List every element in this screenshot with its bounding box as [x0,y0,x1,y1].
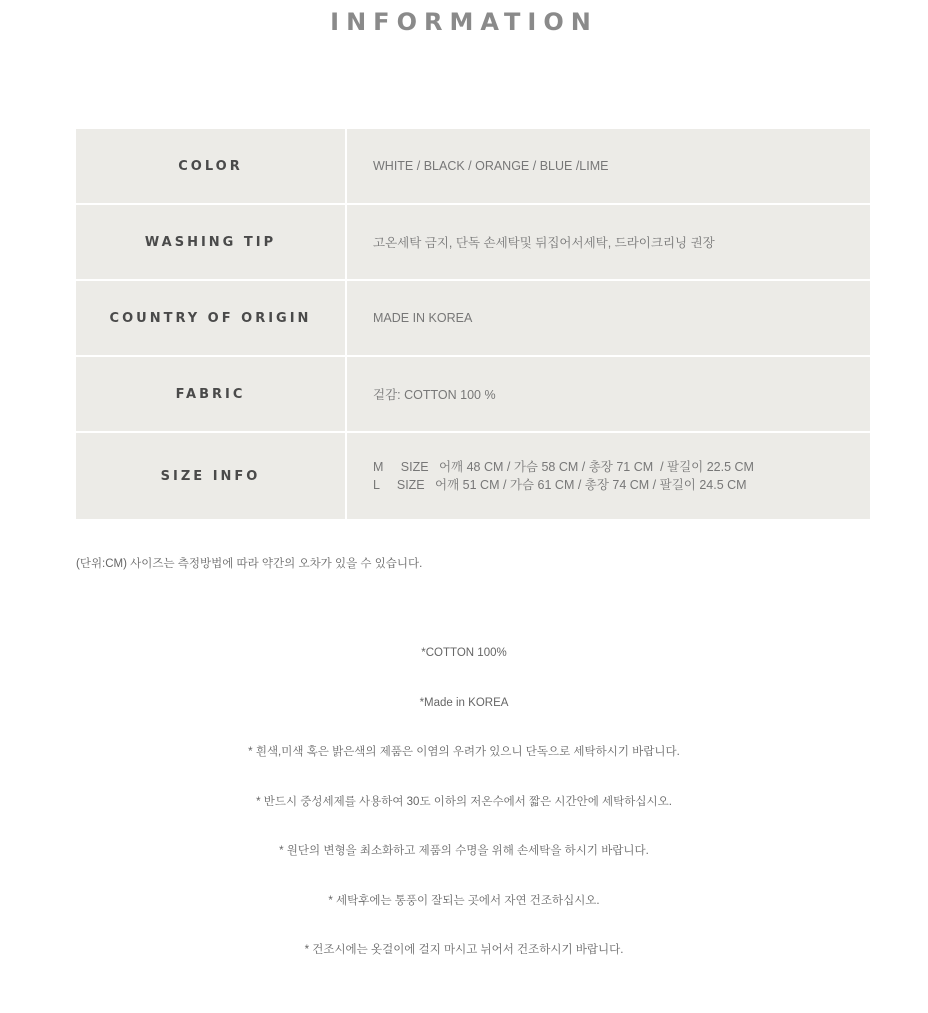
care-instructions-list [0,645,928,992]
row-label: COLOR [76,129,346,204]
list-item: * 반드시 중성세제를 사용하여 30도 이하의 저온수에서 짧은 시간안에 세탁하십시오. [256,795,672,808]
table-row-fabric [76,356,870,432]
row-label: SIZE INFO [76,432,346,519]
row-value: 고온세탁 금지, 단독 손세탁및 뒤집어서세탁, 드라이크리닝 권장 [346,204,870,280]
list-item: * 흰색,미색 혹은 밝은색의 제품은 이염의 우려가 있으니 단독으로 세탁하시기 바랍니다. [248,746,680,758]
list-item: * 세탁후에는 통풍이 잘되는 곳에서 자연 건조하십시오. [328,894,600,907]
list-item: * 건조시에는 옷걸이에 걸지 마시고 뉘어서 건조하시기 바랍니다. [304,944,624,956]
row-label: FABRIC [76,356,346,432]
row-label: COUNTRY OF ORIGIN [76,280,346,356]
product-info-table [76,129,870,519]
list-item: *COTTON 100% [421,647,507,659]
page-title: INFORMATION [330,8,598,36]
row-label: WASHING TIP [76,204,346,280]
list-item: *Made in KOREA [419,696,509,709]
row-value: MADE IN KOREA [346,280,870,356]
table-row-country-of-origin [76,280,870,356]
table-row-size-info [76,432,870,519]
row-value: WHITE / BLACK / ORANGE / BLUE /LIME [373,159,609,173]
size-info-value [346,432,870,519]
list-item: * 원단의 변형을 최소화하고 제품의 수명을 위해 손세탁을 하시기 바랍니다. [279,845,649,857]
measurement-note: (단위:CM) 사이즈는 측정방법에 따라 약간의 오차가 있을 수 있습니다. [76,558,423,570]
row-value: 겉감: COTTON 100 % [346,356,870,432]
table-row-washing-tip [76,204,870,280]
table-row-color [76,129,870,204]
size-line-m: M SIZE 어깨 48 CM / 가슴 58 CM / 총장 71 CM / 팔길이 22.5 CM [373,460,754,474]
size-line-l: L SIZE 어깨 51 CM / 가슴 61 CM / 총장 74 CM / 팔길이 24.5 CM [373,478,747,492]
